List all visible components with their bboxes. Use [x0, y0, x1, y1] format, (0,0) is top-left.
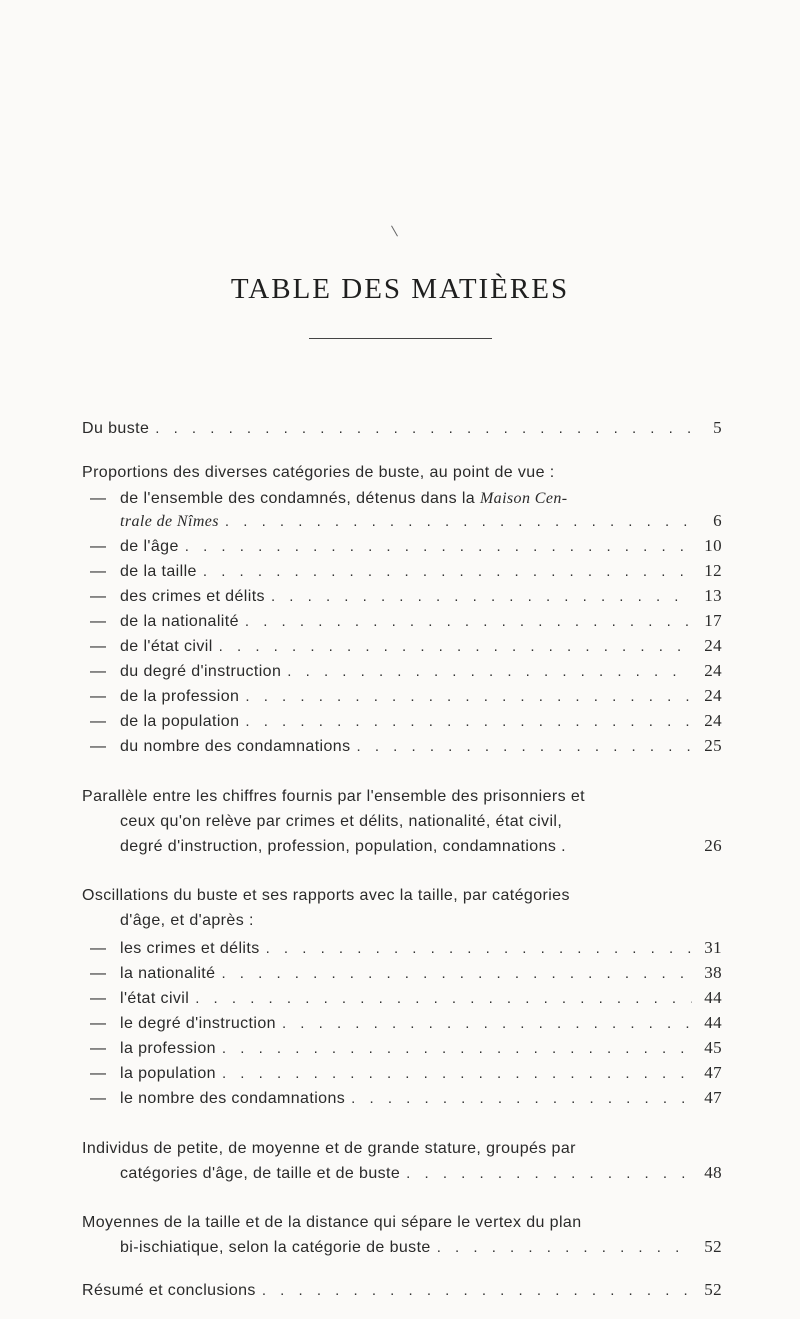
- toc-entry-label: Du buste: [82, 420, 150, 437]
- toc-entry-label: bi-ischiatique, selon la catégorie de buste: [120, 1239, 431, 1256]
- dash: —: [90, 713, 107, 730]
- leader-dots: [262, 1282, 692, 1299]
- leader-dots: [287, 663, 692, 680]
- toc-entry-label: de la taille: [120, 563, 197, 580]
- toc-entry-profession[interactable]: [90, 686, 722, 706]
- toc-entry-osc-etat-civil[interactable]: [90, 988, 722, 1008]
- toc-entry-moyennes[interactable]: [120, 1237, 722, 1257]
- toc-entry-label: le degré d'instruction: [120, 1015, 276, 1032]
- toc-entry-label: de l'ensemble des condamnés, détenus dans la: [120, 490, 480, 507]
- toc-entry-label: Résumé et conclusions: [82, 1282, 256, 1299]
- toc-entry-resume[interactable]: [82, 1280, 722, 1300]
- toc-page-number: 13: [704, 586, 722, 605]
- dash: —: [90, 990, 107, 1007]
- toc-entry-label: le nombre des condamnations: [120, 1090, 346, 1107]
- toc-entry-label: du degré d'instruction: [120, 663, 282, 680]
- dash: —: [90, 1090, 107, 1107]
- toc-entry-label: degré d'instruction, profession, population, condamnations .: [120, 838, 566, 855]
- page-title: TABLE DES MATIÈRES: [230, 273, 570, 305]
- toc-entry-label: de l'état civil: [120, 638, 213, 655]
- dash: —: [90, 613, 107, 630]
- toc-entry-label: catégories d'âge, de taille et de buste: [120, 1165, 401, 1182]
- toc-entry-label: du nombre des condamnations: [120, 738, 351, 755]
- toc-entry-osc-crimes[interactable]: [90, 938, 722, 958]
- toc-entry-label: la population: [120, 1065, 216, 1082]
- dash: —: [90, 738, 107, 755]
- leader-dots: [406, 1165, 692, 1182]
- dash: —: [90, 588, 107, 605]
- toc-page-number: 31: [704, 938, 722, 957]
- leader-dots: [225, 513, 692, 530]
- toc-entry-label: l'état civil: [120, 990, 190, 1007]
- dash: —: [90, 940, 107, 957]
- dash: —: [90, 663, 107, 680]
- leader-dots: [245, 688, 692, 705]
- toc-page-number: 48: [704, 1163, 722, 1182]
- toc-page-number: 45: [704, 1038, 722, 1057]
- toc-page-number: 24: [704, 636, 722, 655]
- toc-section-oscillations: Oscillations du buste et ses rapports avec la taille, par catégories: [82, 887, 570, 904]
- toc-entry-buste[interactable]: [82, 418, 722, 438]
- toc-section-oscillations-line2: d'âge, et d'après :: [120, 912, 254, 929]
- toc-entry-label: de la profession: [120, 688, 240, 705]
- toc-entry-italic: trale de Nîmes: [120, 513, 219, 530]
- toc-entry-ensemble-line2[interactable]: [120, 511, 722, 531]
- dash: —: [90, 688, 107, 705]
- leader-dots: [282, 1015, 692, 1032]
- leader-dots: [185, 538, 692, 555]
- toc-section-proportions: Proportions des diverses catégories de buste, au point de vue :: [82, 464, 555, 481]
- toc-entry-parallele[interactable]: [120, 836, 722, 856]
- toc-section-parallele: Parallèle entre les chiffres fournis par l'ensemble des prisonniers et: [82, 788, 585, 805]
- toc-page-number: 24: [704, 711, 722, 730]
- toc-entry-osc-condamnations[interactable]: [90, 1088, 722, 1108]
- leader-dots: [219, 638, 692, 655]
- leader-dots: [222, 1040, 692, 1057]
- toc-entry-osc-profession[interactable]: [90, 1038, 722, 1058]
- toc-entry-etat-civil[interactable]: [90, 636, 722, 656]
- toc-entry-ensemble-line1[interactable]: [90, 486, 567, 511]
- toc-section-parallele-line2: ceux qu'on relève par crimes et délits, nationalité, état civil,: [120, 813, 563, 830]
- toc-entry-condamnations[interactable]: [90, 736, 722, 756]
- toc-page-number: 44: [704, 988, 722, 1007]
- leader-dots: [195, 990, 692, 1007]
- toc-page-number: 17: [704, 611, 722, 630]
- toc-entry-label: des crimes et délits: [120, 588, 265, 605]
- toc-entry-osc-nationalite[interactable]: [90, 963, 722, 983]
- dash: —: [90, 1065, 107, 1082]
- leader-dots: [155, 420, 692, 437]
- toc-entry-osc-instruction[interactable]: [90, 1013, 722, 1033]
- leader-dots: [266, 940, 692, 957]
- toc-page-number: 12: [704, 561, 722, 580]
- leader-dots: [357, 738, 693, 755]
- toc-entry-italic: Maison Cen-: [479, 490, 568, 507]
- leader-dots: [245, 713, 692, 730]
- toc-entry-label: la profession: [120, 1040, 216, 1057]
- toc-entry-population[interactable]: [90, 711, 722, 731]
- dash: —: [90, 1015, 107, 1032]
- title-rule: [309, 338, 492, 339]
- toc-entry-nationalite[interactable]: [90, 611, 722, 631]
- leader-dots: [222, 1065, 692, 1082]
- leader-dots: [221, 965, 692, 982]
- toc-entry-label: les crimes et délits: [120, 940, 260, 957]
- toc-page-number: 52: [704, 1280, 722, 1299]
- dash: —: [90, 538, 107, 555]
- stray-mark: [391, 226, 398, 237]
- toc-page-number: 6: [713, 511, 722, 530]
- toc-section-moyennes: Moyennes de la taille et de la distance qui sépare le vertex du plan: [82, 1214, 582, 1231]
- toc-page-number: 47: [704, 1063, 722, 1082]
- dash: —: [90, 563, 107, 580]
- toc-page-number: 24: [704, 661, 722, 680]
- toc-page-number: 25: [704, 736, 722, 755]
- toc-entry-osc-population[interactable]: [90, 1063, 722, 1083]
- dash: —: [90, 490, 107, 507]
- leader-dots: [203, 563, 692, 580]
- toc-entry-age[interactable]: [90, 536, 722, 556]
- leader-dots: [245, 613, 692, 630]
- leader-dots: [437, 1239, 692, 1256]
- toc-entry-individus[interactable]: [120, 1163, 722, 1183]
- toc-entry-taille[interactable]: [90, 561, 722, 581]
- toc-page-number: 47: [704, 1088, 722, 1107]
- leader-dots: [271, 588, 692, 605]
- toc-page-number: 5: [713, 418, 722, 437]
- toc-page-number: 38: [704, 963, 722, 982]
- leader-dots: [351, 1090, 692, 1107]
- toc-entry-instruction[interactable]: [90, 661, 722, 681]
- dash: —: [90, 638, 107, 655]
- toc-entry-crimes[interactable]: [90, 586, 722, 606]
- toc-page-number: 44: [704, 1013, 722, 1032]
- toc-entry-label: la nationalité: [120, 965, 216, 982]
- toc-page-number: 24: [704, 686, 722, 705]
- toc-entry-label: de l'âge: [120, 538, 179, 555]
- dash: —: [90, 965, 107, 982]
- toc-page-number: 26: [704, 836, 722, 855]
- toc-page-number: 52: [704, 1237, 722, 1256]
- dash: —: [90, 1040, 107, 1057]
- toc-page-number: 10: [704, 536, 722, 555]
- toc-entry-label: de la population: [120, 713, 240, 730]
- toc-section-individus: Individus de petite, de moyenne et de grande stature, groupés par: [82, 1140, 576, 1157]
- toc-entry-label: de la nationalité: [120, 613, 239, 630]
